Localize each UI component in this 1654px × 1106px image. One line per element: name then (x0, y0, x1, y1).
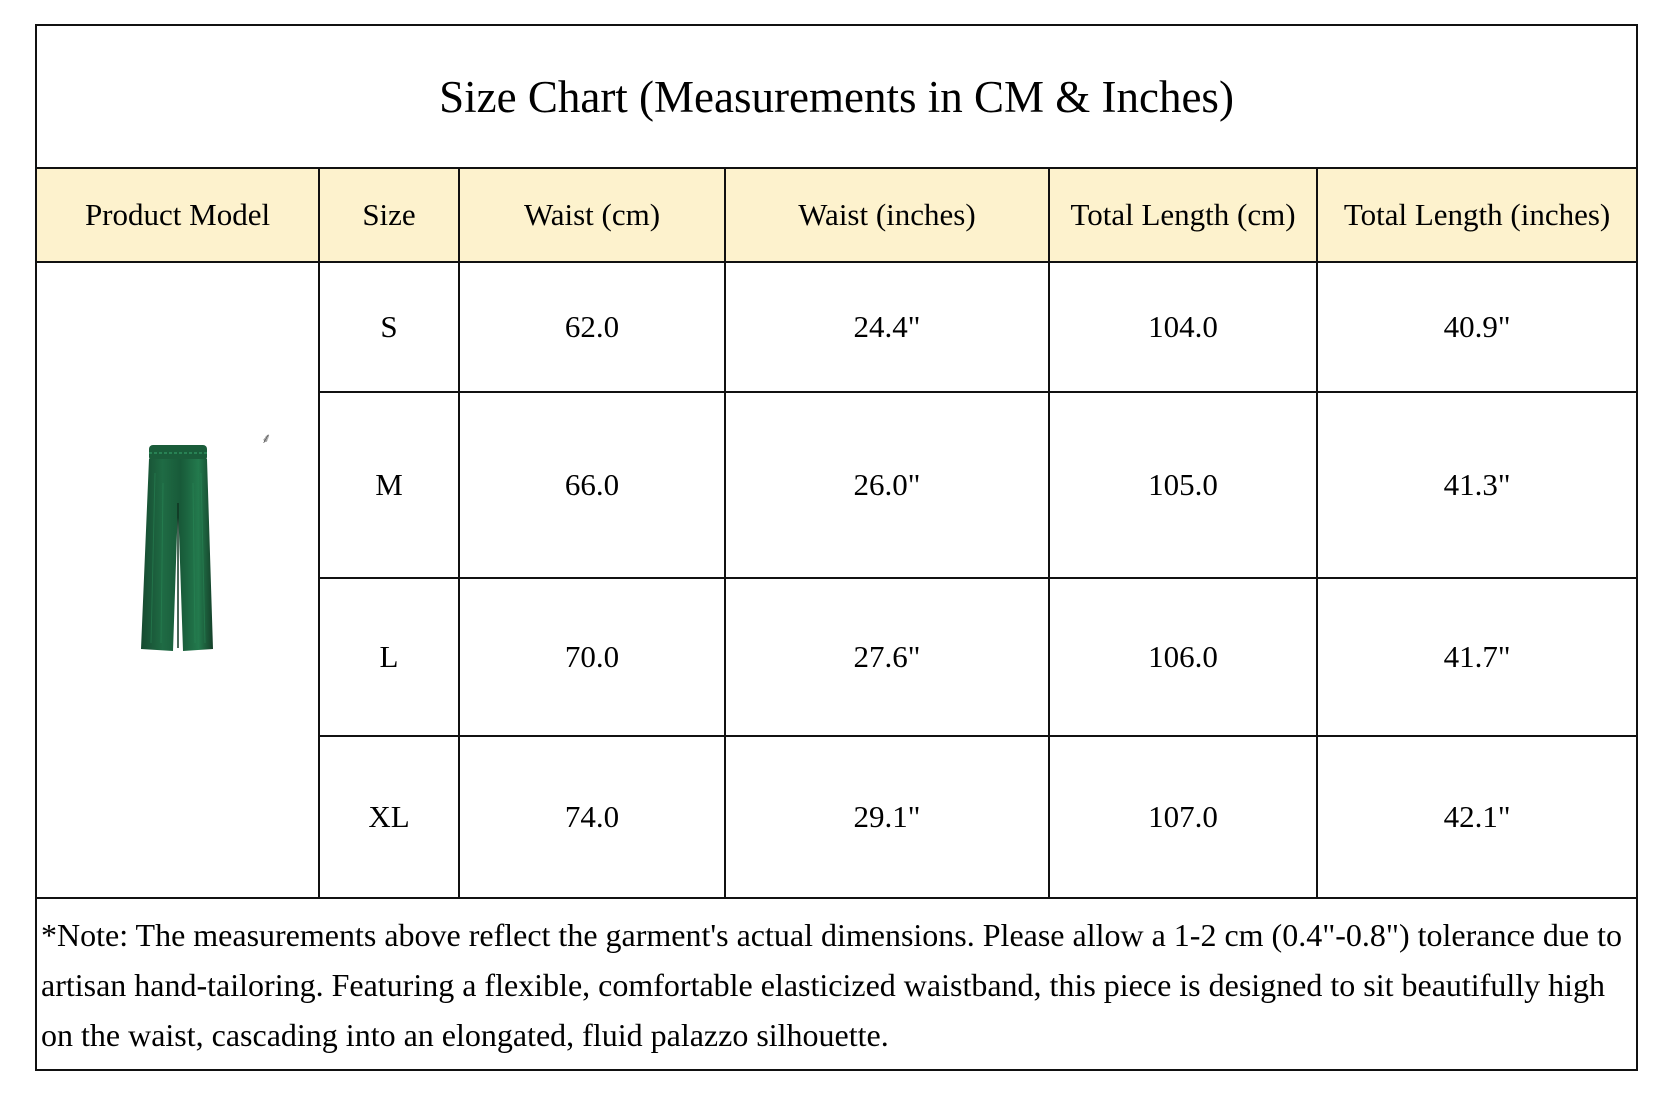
size-cell: S (319, 262, 459, 392)
length-inches-cell: 42.1" (1317, 736, 1637, 898)
product-image-cell (36, 262, 319, 898)
chart-title: Size Chart (Measurements in CM & Inches) (36, 25, 1637, 168)
waist-cm-cell: 66.0 (459, 392, 725, 578)
header-size: Size (319, 168, 459, 262)
header-product-model: Product Model (36, 168, 319, 262)
waist-cm-cell: 70.0 (459, 578, 725, 736)
waist-inches-cell: 27.6" (725, 578, 1049, 736)
length-cm-cell: 107.0 (1049, 736, 1317, 898)
size-cell: XL (319, 736, 459, 898)
waist-cm-cell: 74.0 (459, 736, 725, 898)
header-total-length-cm: Total Length (cm) (1049, 168, 1317, 262)
header-row (36, 168, 1637, 262)
waist-cm-cell: 62.0 (459, 262, 725, 392)
length-cm-cell: 106.0 (1049, 578, 1317, 736)
waist-inches-cell: 26.0" (725, 392, 1049, 578)
header-waist-cm: Waist (cm) (459, 168, 725, 262)
length-inches-cell: 41.3" (1317, 392, 1637, 578)
size-cell: M (319, 392, 459, 578)
tolerance-note: *Note: The measurements above reflect the garment's actual dimensions. Please allow a 1-2 cm (0.4"-0.8") tolerance due to artisan hand-tailoring. Featuring a flexible, comfortable elasticized waistband, this piece is designed to sit beautifully high on the waist, cascading into an elongated, fluid palazzo silhouette. (36, 898, 1637, 1070)
size-cell: L (319, 578, 459, 736)
header-total-length-inches: Total Length (inches) (1317, 168, 1637, 262)
small-mark-icon: ⸙ (261, 432, 272, 447)
waist-inches-cell: 24.4" (725, 262, 1049, 392)
length-cm-cell: 104.0 (1049, 262, 1317, 392)
pants-product-image (133, 443, 223, 653)
length-inches-cell: 40.9" (1317, 262, 1637, 392)
length-inches-cell: 41.7" (1317, 578, 1637, 736)
length-cm-cell: 105.0 (1049, 392, 1317, 578)
size-chart-table (35, 24, 1638, 1071)
header-waist-inches: Waist (inches) (725, 168, 1049, 262)
waist-inches-cell: 29.1" (725, 736, 1049, 898)
table-row (36, 262, 1637, 392)
